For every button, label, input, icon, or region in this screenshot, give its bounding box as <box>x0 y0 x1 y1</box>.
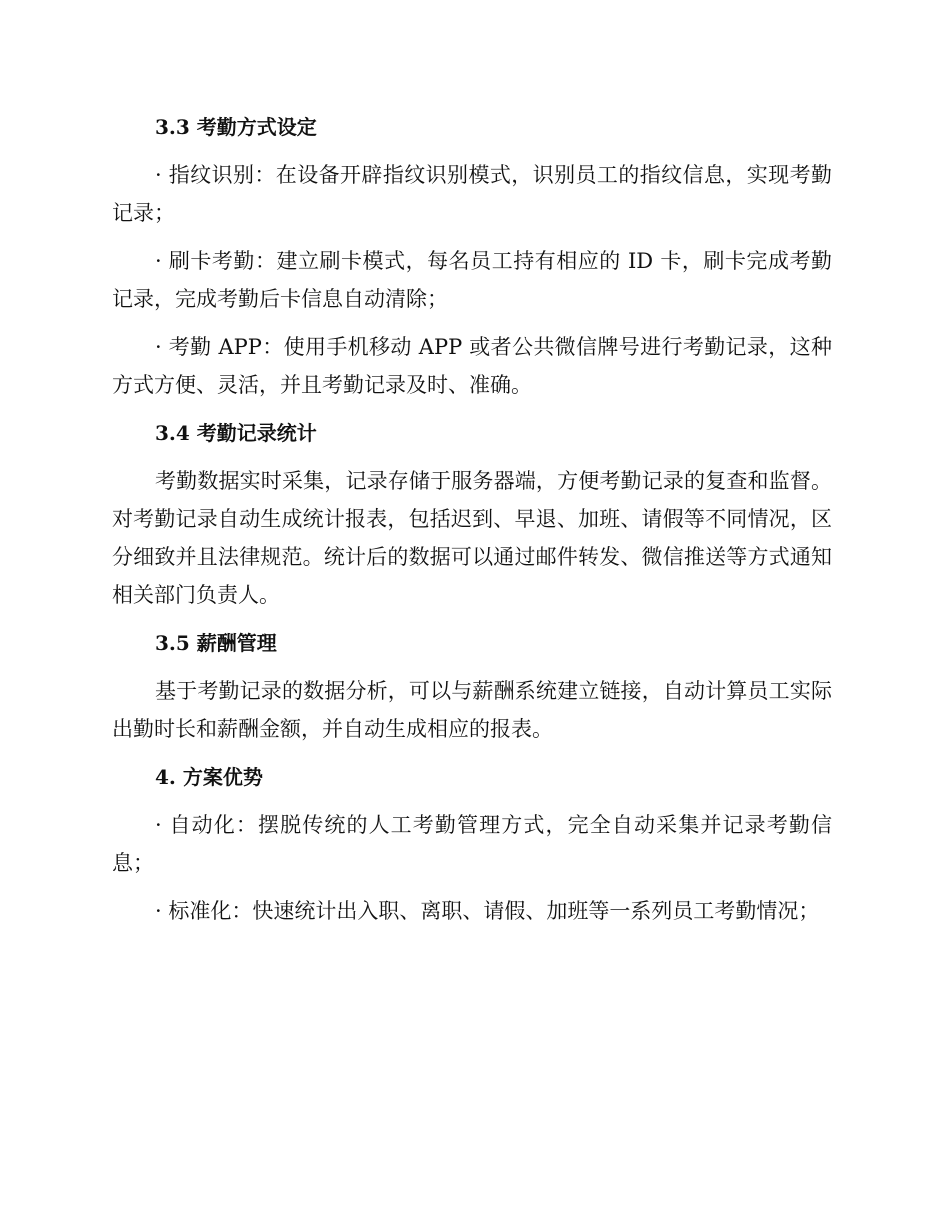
section-heading-3-5: 3.5 薪酬管理 <box>155 631 277 655</box>
bullet-app: · 考勤 APP：使用手机移动 APP 或者公共微信牌号进行考勤记录，这种方式方便、灵活，并且考勤记录及时、准确。 <box>112 335 832 397</box>
bullet-card-swipe: · 刷卡考勤：建立刷卡模式，每名员工持有相应的 ID 卡，刷卡完成考勤记录，完成考勤后卡信息自动清除； <box>112 249 832 311</box>
bullet-automation: · 自动化：摆脱传统的人工考勤管理方式，完全自动采集并记录考勤信息； <box>112 813 832 875</box>
section-heading-3-4: 3.4 考勤记录统计 <box>155 421 317 445</box>
bullet-fingerprint: · 指纹识别：在设备开辟指纹识别模式，识别员工的指纹信息，实现考勤记录； <box>112 163 832 225</box>
paragraph-attendance-statistics: 考勤数据实时采集，记录存储于服务器端，方便考勤记录的复查和监督。对考勤记录自动生成统计报表，包括迟到、早退、加班、请假等不同情况，区分细致并且法律规范。统计后的数据可以通过邮件转发、微信推送等方式通知相关部门负责人。 <box>112 469 832 607</box>
document-page <box>112 108 832 940</box>
paragraph-salary-management: 基于考勤记录的数据分析，可以与薪酬系统建立链接，自动计算员工实际出勤时长和薪酬金额，并自动生成相应的报表。 <box>112 679 832 741</box>
section-heading-3-3: 3.3 考勤方式设定 <box>155 115 317 139</box>
section-heading-4: 4. 方案优势 <box>155 765 263 789</box>
bullet-standardization: · 标准化：快速统计出入职、离职、请假、加班等一系列员工考勤情况； <box>155 899 820 923</box>
